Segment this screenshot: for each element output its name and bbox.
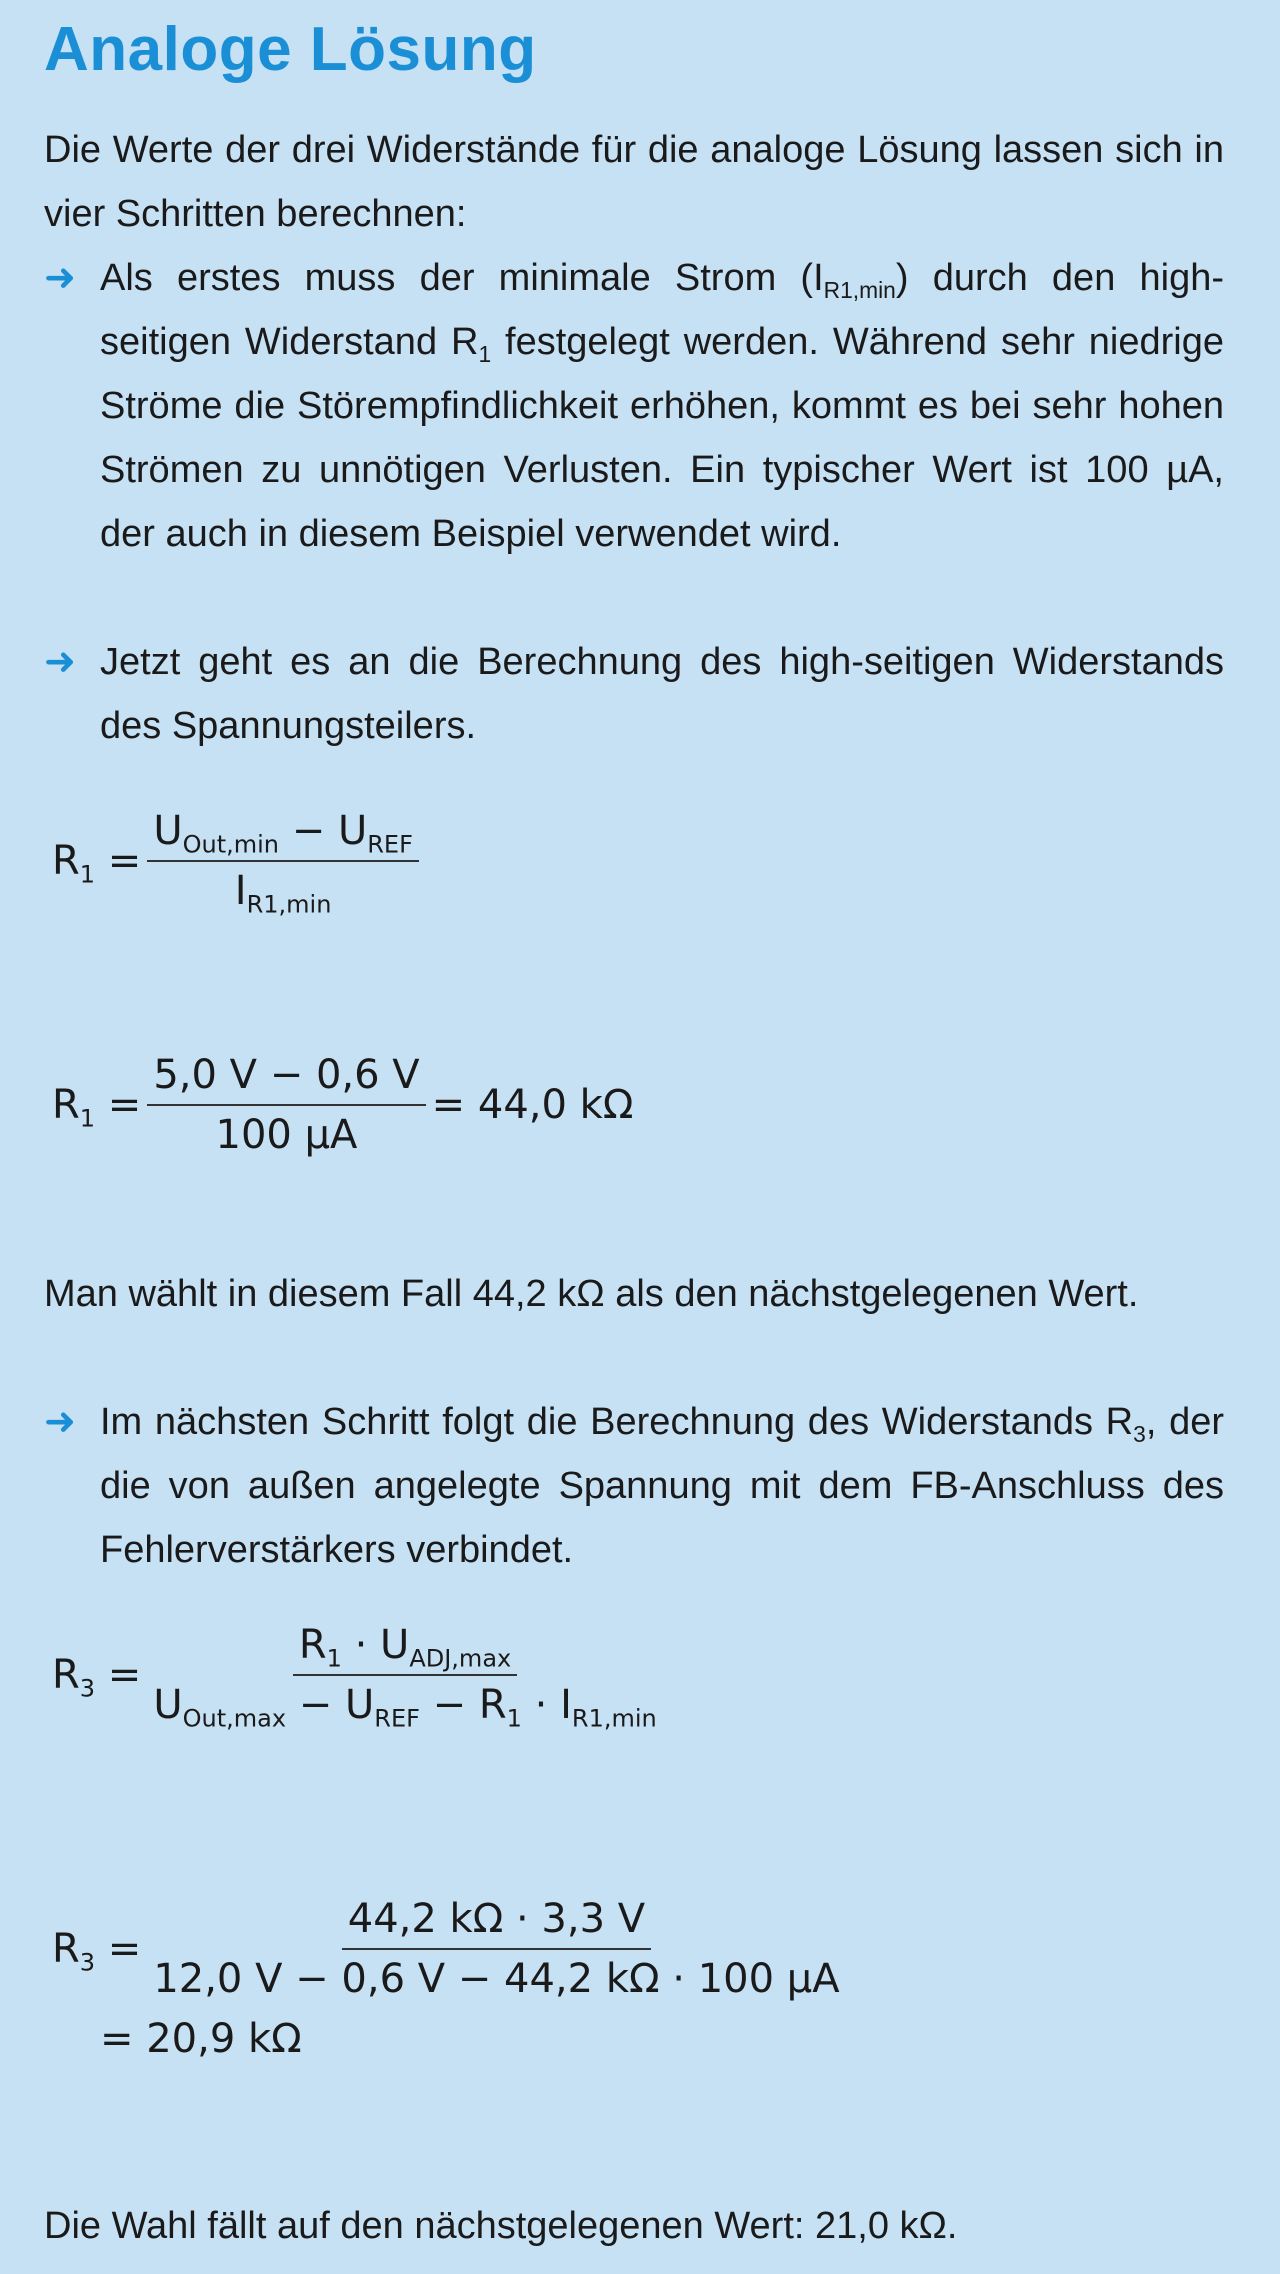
formula-r3-value: $R_3$ = $\frac{44,2 k\Omega \cdot 3,3 V}{\text{12,0 V − 0,6 V − 44,2 kΩ · 100 µA}}$ = 20,9 kΩ [52,1896,852,2062]
bullet-text-2: Jetzt geht es an die Berechnung des high-seitigen Widerstands des Spannungsteilers. [100,641,1224,747]
final-paragraph: Die Wahl fällt auf den nächstgelegenen Wert: 21,0 kΩ. [44,2205,958,2247]
formula-r1-value: $R_1$ = $\frac{5,0 V - 0,6 V}{\text{100 µA}}$ = 44,0 kΩ [52,1052,634,1158]
intro-paragraph: Die Werte der drei Widerstände für die analoge Lösung lassen sich in vier Schritten berechnen: [44,129,1224,235]
formula-r1-general: $R_1$ = $\frac{U_{Out,min} - U_{REF}}{I_{R1,min}}$ [52,808,425,914]
bullet-text-1: Als erstes muss der minimale Strom $(I_{R1,min})$ durch den high-seitigen Widerstand $R_1$ festgelegt werden. Während sehr niedrige Ströme die Störempfindlichkeit erhöhen, kommt es bei sehr hohen Strömen zu unnötigen Verlusten. Ein typischer Wert ist 100 µA, der auch in diesem Beispiel verwendet wird. [100,257,1224,555]
arrow-right-icon: ➜ [44,641,76,683]
bullet-text-3: Im nächsten Schritt folgt die Berechnung des Widerstands $R_3$, der die von außen angelegte Spannung mit dem FB-Anschluss des Fehlerverstärkers verbindet. [100,1401,1224,1571]
list-item [44,246,1224,566]
arrow-right-icon: ➜ [44,1401,76,1443]
arrow-right-icon: ➜ [44,257,76,299]
formula-result: = 20,9 kΩ [100,2016,302,2062]
mid-paragraph: Man wählt in diesem Fall 44,2 kΩ als den nächstgelegenen Wert. [44,1273,1139,1315]
list-item [44,1390,1224,1582]
list-item [44,630,1224,758]
formula-r3-general: $R_3$ = $\frac{R_1 \cdot U_{ADJ,max}}{U_{Out,max} - U_{REF} - R_1 \cdot I_{R1,min}}$ [52,1622,657,1733]
section-title: Analoge Lösung [44,15,537,84]
